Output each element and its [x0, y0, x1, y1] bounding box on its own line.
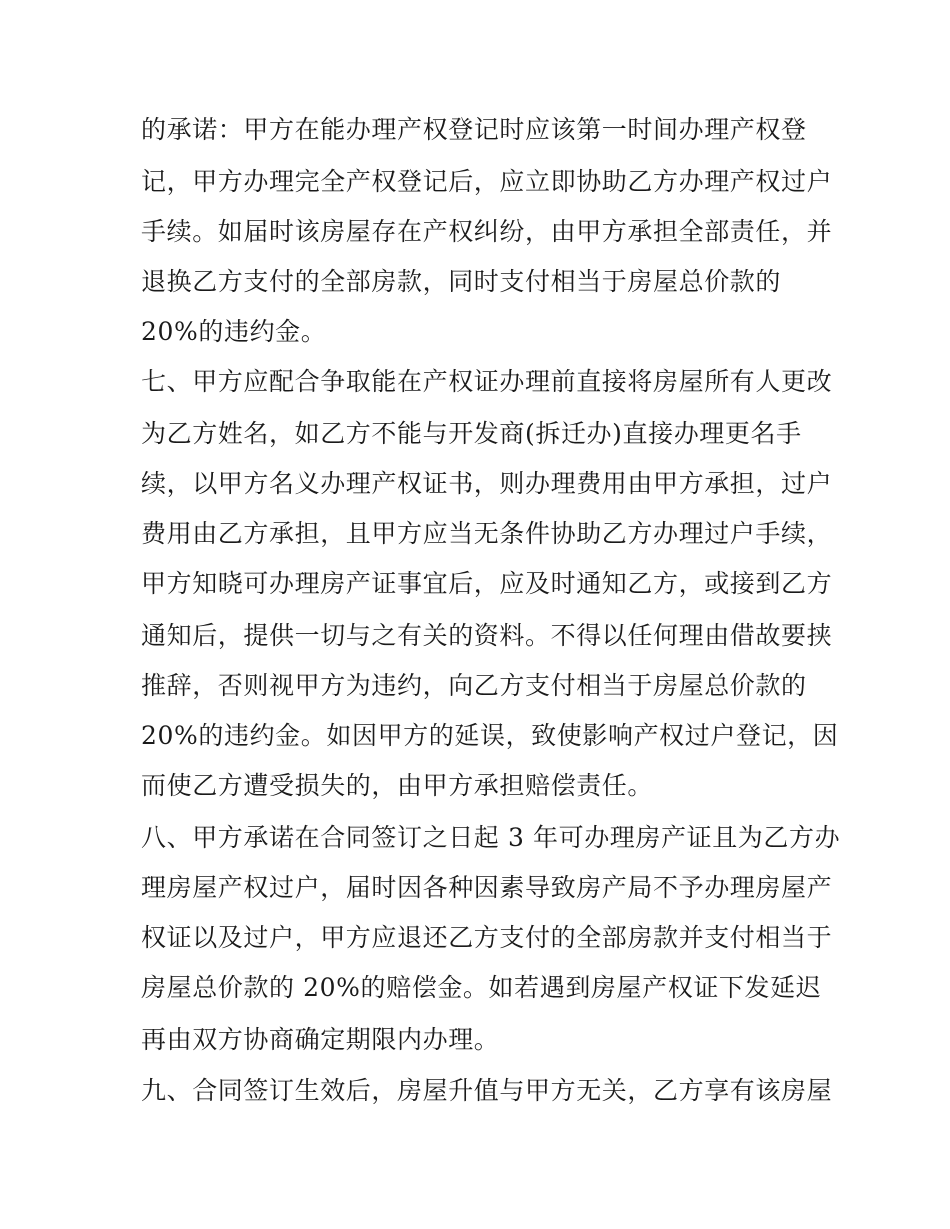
- text-line: 费用由乙方承担，且甲方应当无条件协助乙方办理过户手续，: [141, 519, 833, 548]
- text-line: 八、甲方承诺在合同签订之日起 3 年可办理房产证且为乙方办: [141, 823, 841, 852]
- text-line: 续，以甲方名义办理产权证书，则办理费用由甲方承担，过户: [141, 469, 833, 498]
- text-line: 手续。如届时该房屋存在产权纠纷，由甲方承担全部责任，并: [141, 217, 833, 246]
- text-line: 20%的违约金。: [141, 317, 327, 346]
- text-line: 理房屋产权过户，届时因各种因素导致房产局不予办理房屋产: [141, 873, 833, 902]
- text-line: 通知后，提供一切与之有关的资料。不得以任何理由借故要挟: [141, 621, 833, 650]
- text-line: 的承诺：甲方在能办理产权登记时应该第一时间办理产权登: [141, 115, 807, 144]
- text-line: 而使乙方遭受损失的，由甲方承担赔偿责任。: [141, 771, 654, 800]
- text-line: 九、合同签订生效后，房屋升值与甲方无关，乙方享有该房屋: [141, 1076, 833, 1105]
- text-line: 权证以及过户，甲方应退还乙方支付的全部房款并支付相当于: [141, 923, 833, 952]
- text-line: 甲方知晓可办理房产证事宜后，应及时通知乙方，或接到乙方: [141, 569, 833, 598]
- text-line: 推辞，否则视甲方为违约，向乙方支付相当于房屋总价款的: [141, 671, 807, 700]
- text-line: 为乙方姓名，如乙方不能与开发商(拆迁办)直接办理更名手: [141, 419, 802, 448]
- text-line: 房屋总价款的 20%的赔偿金。如若遇到房屋产权证下发延迟: [141, 973, 822, 1002]
- text-line: 再由双方协商确定期限内办理。: [141, 1025, 500, 1054]
- text-line: 20%的违约金。如因甲方的延误，致使影响产权过户登记，因: [141, 721, 839, 750]
- text-line: 退换乙方支付的全部房款，同时支付相当于房屋总价款的: [141, 267, 782, 296]
- text-line: 七、甲方应配合争取能在产权证办理前直接将房屋所有人更改: [141, 367, 833, 396]
- text-line: 记，甲方办理完全产权登记后，应立即协助乙方办理产权过户: [141, 167, 833, 196]
